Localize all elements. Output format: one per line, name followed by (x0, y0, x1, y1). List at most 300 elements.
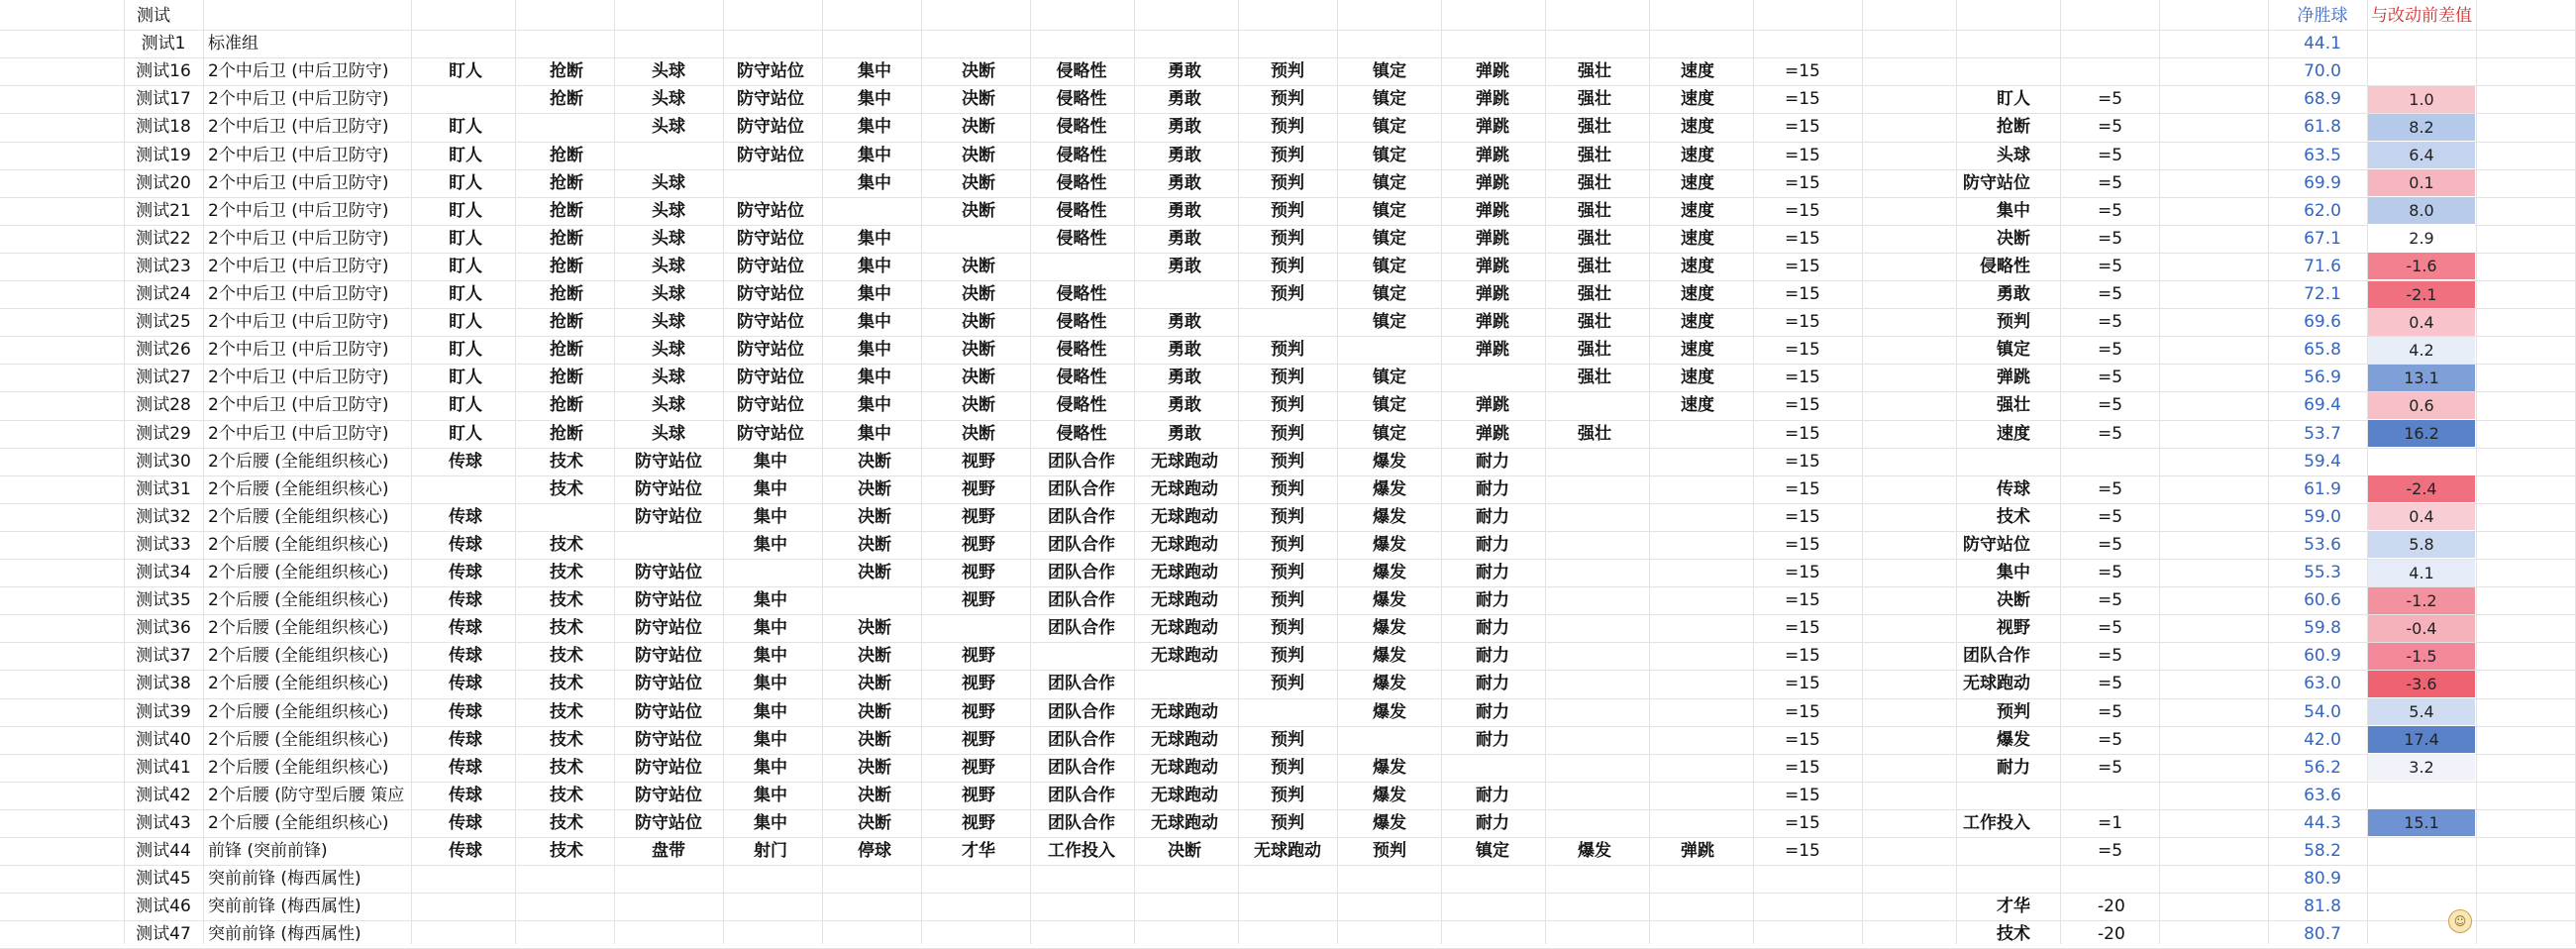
diff-value-cell[interactable]: 2.9 (2368, 225, 2475, 252)
row-attribute-cell[interactable]: 耐力 (1476, 563, 1509, 582)
diff-value-cell[interactable]: -1.2 (2368, 587, 2475, 614)
row-equals-value[interactable]: =15 (1785, 257, 1820, 276)
diff-value-cell[interactable]: 0.4 (2368, 309, 2475, 336)
row-attribute-cell[interactable]: 弹跳 (1476, 146, 1509, 165)
side-attribute-label[interactable]: 才华 (1997, 896, 2030, 916)
row-attribute-cell[interactable]: 防守站位 (737, 117, 804, 137)
row-net-goal[interactable]: 54.0 (2304, 702, 2341, 722)
side-attribute-label[interactable]: 预判 (1997, 312, 2030, 332)
row-attribute-cell[interactable]: 爆发 (1373, 813, 1406, 833)
row-attribute-cell[interactable]: 预判 (1271, 229, 1304, 249)
row-attribute-cell[interactable]: 侵略性 (1056, 395, 1107, 415)
row-attribute-cell[interactable]: 侵略性 (1056, 201, 1107, 221)
row-attribute-cell[interactable]: 防守站位 (635, 813, 702, 833)
row-attribute-cell[interactable]: 弹跳 (1476, 312, 1509, 332)
row-description[interactable]: 2个中后卫 (中后卫防守) (208, 89, 389, 109)
row-equals-value[interactable]: =15 (1785, 786, 1820, 805)
row-attribute-cell[interactable]: 防守站位 (737, 340, 804, 360)
row-attribute-cell[interactable]: 勇敢 (1168, 229, 1201, 249)
row-attribute-cell[interactable]: 技术 (550, 646, 583, 666)
row-attribute-cell[interactable]: 预判 (1271, 395, 1304, 415)
row-test-id[interactable]: 测试18 (136, 117, 191, 137)
row-attribute-cell[interactable]: 耐力 (1476, 730, 1509, 750)
side-attribute-value[interactable]: =5 (2098, 368, 2123, 387)
row-net-goal[interactable]: 80.7 (2304, 924, 2341, 944)
row-attribute-cell[interactable]: 集中 (754, 730, 787, 750)
row-attribute-cell[interactable]: 技术 (550, 730, 583, 750)
row-attribute-cell[interactable]: 盯人 (449, 229, 482, 249)
diff-value-cell[interactable]: -3.6 (2368, 671, 2475, 697)
row-description[interactable]: 2个后腰 (全能组织核心) (208, 702, 389, 722)
row-attribute-cell[interactable]: 速度 (1681, 284, 1714, 304)
row-attribute-cell[interactable]: 头球 (652, 89, 685, 109)
row-attribute-cell[interactable]: 防守站位 (635, 563, 702, 582)
row-attribute-cell[interactable]: 弹跳 (1476, 229, 1509, 249)
row-attribute-cell[interactable]: 集中 (858, 395, 891, 415)
row-attribute-cell[interactable]: 盯人 (449, 201, 482, 221)
diff-value-cell[interactable]: 4.1 (2368, 560, 2475, 586)
row-attribute-cell[interactable]: 决断 (858, 813, 891, 833)
row-attribute-cell[interactable]: 预判 (1271, 786, 1304, 805)
row-attribute-cell[interactable]: 镇定 (1373, 284, 1406, 304)
row-attribute-cell[interactable]: 强壮 (1578, 117, 1611, 137)
row-attribute-cell[interactable]: 抢断 (550, 146, 583, 165)
row-attribute-cell[interactable]: 传球 (449, 618, 482, 638)
side-attribute-label[interactable]: 头球 (1997, 146, 2030, 165)
row-description[interactable]: 2个后腰 (全能组织核心) (208, 730, 389, 750)
row-attribute-cell[interactable]: 勇敢 (1168, 368, 1201, 387)
row-net-goal[interactable]: 68.9 (2304, 89, 2341, 109)
row-attribute-cell[interactable]: 技术 (550, 479, 583, 499)
row-attribute-cell[interactable]: 视野 (962, 479, 995, 499)
row-attribute-cell[interactable]: 集中 (754, 507, 787, 527)
row-attribute-cell[interactable]: 抢断 (550, 173, 583, 193)
diff-value-cell[interactable]: -1.6 (2368, 253, 2475, 279)
row-attribute-cell[interactable]: 头球 (652, 312, 685, 332)
row-description[interactable]: 2个后腰 (防守型后腰 策应 (208, 786, 405, 805)
row-attribute-cell[interactable]: 强壮 (1578, 229, 1611, 249)
row-attribute-cell[interactable]: 防守站位 (635, 452, 702, 472)
row-attribute-cell[interactable]: 预判 (1271, 117, 1304, 137)
row-attribute-cell[interactable]: 耐力 (1476, 786, 1509, 805)
row-attribute-cell[interactable]: 镇定 (1373, 173, 1406, 193)
row-net-goal[interactable]: 56.9 (2304, 368, 2341, 387)
row-attribute-cell[interactable]: 防守站位 (635, 479, 702, 499)
row-attribute-cell[interactable]: 团队合作 (1048, 813, 1115, 833)
row-attribute-cell[interactable]: 盯人 (449, 284, 482, 304)
row-attribute-cell[interactable]: 镇定 (1373, 395, 1406, 415)
row-attribute-cell[interactable]: 爆发 (1578, 841, 1611, 861)
row-attribute-cell[interactable]: 无球跑动 (1151, 535, 1218, 555)
diff-value-cell[interactable]: 8.0 (2368, 197, 2475, 224)
row-attribute-cell[interactable]: 视野 (962, 730, 995, 750)
row-attribute-cell[interactable]: 传球 (449, 813, 482, 833)
row-attribute-cell[interactable]: 抢断 (550, 61, 583, 81)
row-description[interactable]: 2个中后卫 (中后卫防守) (208, 424, 389, 444)
row-test-id[interactable]: 测试37 (136, 646, 191, 666)
row-attribute-cell[interactable]: 防守站位 (635, 702, 702, 722)
row-attribute-cell[interactable]: 集中 (754, 674, 787, 693)
row-attribute-cell[interactable]: 弹跳 (1476, 257, 1509, 276)
row-attribute-cell[interactable]: 无球跑动 (1151, 452, 1218, 472)
row-attribute-cell[interactable]: 镇定 (1373, 257, 1406, 276)
row-attribute-cell[interactable]: 盯人 (449, 117, 482, 137)
row-attribute-cell[interactable]: 无球跑动 (1254, 841, 1321, 861)
row-attribute-cell[interactable]: 强壮 (1578, 201, 1611, 221)
row-attribute-cell[interactable]: 集中 (754, 452, 787, 472)
row-attribute-cell[interactable]: 集中 (754, 590, 787, 610)
row-attribute-cell[interactable]: 防守站位 (737, 312, 804, 332)
row-attribute-cell[interactable]: 强壮 (1578, 257, 1611, 276)
row-attribute-cell[interactable]: 决断 (962, 424, 995, 444)
row-attribute-cell[interactable]: 侵略性 (1056, 229, 1107, 249)
row-attribute-cell[interactable]: 爆发 (1373, 479, 1406, 499)
row-attribute-cell[interactable]: 预判 (1271, 618, 1304, 638)
row-description[interactable]: 2个中后卫 (中后卫防守) (208, 284, 389, 304)
row-attribute-cell[interactable]: 无球跑动 (1151, 590, 1218, 610)
row-attribute-cell[interactable]: 爆发 (1373, 507, 1406, 527)
row-attribute-cell[interactable]: 决断 (962, 257, 995, 276)
row-attribute-cell[interactable]: 抢断 (550, 340, 583, 360)
row-test-id[interactable]: 测试23 (136, 257, 191, 276)
row-attribute-cell[interactable]: 决断 (858, 730, 891, 750)
row-attribute-cell[interactable]: 决断 (962, 89, 995, 109)
row-attribute-cell[interactable]: 决断 (962, 284, 995, 304)
row-attribute-cell[interactable]: 决断 (962, 201, 995, 221)
row-attribute-cell[interactable]: 传球 (449, 674, 482, 693)
row-attribute-cell[interactable]: 技术 (550, 590, 583, 610)
row-attribute-cell[interactable]: 预判 (1271, 535, 1304, 555)
row-attribute-cell[interactable]: 侵略性 (1056, 368, 1107, 387)
side-attribute-label[interactable]: 弹跳 (1997, 368, 2030, 387)
row-attribute-cell[interactable]: 盘带 (652, 841, 685, 861)
row-attribute-cell[interactable]: 弹跳 (1476, 117, 1509, 137)
side-attribute-value[interactable]: =5 (2098, 702, 2123, 722)
row-description[interactable]: 2个中后卫 (中后卫防守) (208, 146, 389, 165)
side-attribute-value[interactable]: =5 (2098, 730, 2123, 750)
row-attribute-cell[interactable]: 侵略性 (1056, 424, 1107, 444)
side-attribute-label[interactable]: 团队合作 (1963, 646, 2030, 666)
diff-value-cell[interactable]: 5.4 (2368, 698, 2475, 725)
row-description[interactable]: 前锋 (突前前锋) (208, 841, 328, 861)
row-attribute-cell[interactable]: 防守站位 (635, 758, 702, 778)
row-equals-value[interactable]: =15 (1785, 89, 1820, 109)
row-attribute-cell[interactable]: 传球 (449, 646, 482, 666)
row-attribute-cell[interactable]: 勇敢 (1168, 257, 1201, 276)
diff-value-cell[interactable]: -2.1 (2368, 281, 2475, 308)
row-attribute-cell[interactable]: 团队合作 (1048, 702, 1115, 722)
row-attribute-cell[interactable]: 强壮 (1578, 146, 1611, 165)
row-attribute-cell[interactable]: 盯人 (449, 257, 482, 276)
row-attribute-cell[interactable]: 决断 (858, 702, 891, 722)
row-description[interactable]: 2个后腰 (全能组织核心) (208, 563, 389, 582)
row-description[interactable]: 2个中后卫 (中后卫防守) (208, 395, 389, 415)
row-attribute-cell[interactable]: 预判 (1271, 61, 1304, 81)
row-test-id[interactable]: 测试1 (141, 34, 186, 53)
row-attribute-cell[interactable]: 团队合作 (1048, 535, 1115, 555)
row-attribute-cell[interactable]: 侵略性 (1056, 89, 1107, 109)
row-attribute-cell[interactable]: 镇定 (1373, 146, 1406, 165)
row-attribute-cell[interactable]: 抢断 (550, 201, 583, 221)
row-attribute-cell[interactable]: 抢断 (550, 284, 583, 304)
row-attribute-cell[interactable]: 传球 (449, 758, 482, 778)
row-description[interactable]: 2个后腰 (全能组织核心) (208, 813, 389, 833)
row-attribute-cell[interactable]: 镇定 (1373, 89, 1406, 109)
row-net-goal[interactable]: 59.0 (2304, 507, 2341, 527)
row-attribute-cell[interactable]: 传球 (449, 507, 482, 527)
row-test-id[interactable]: 测试33 (136, 535, 191, 555)
row-attribute-cell[interactable]: 集中 (754, 646, 787, 666)
row-test-id[interactable]: 测试45 (136, 869, 191, 889)
row-attribute-cell[interactable]: 集中 (858, 173, 891, 193)
row-attribute-cell[interactable]: 盯人 (449, 424, 482, 444)
side-attribute-value[interactable]: =5 (2098, 89, 2123, 109)
row-attribute-cell[interactable]: 爆发 (1373, 758, 1406, 778)
row-attribute-cell[interactable]: 速度 (1681, 368, 1714, 387)
row-attribute-cell[interactable]: 视野 (962, 758, 995, 778)
row-attribute-cell[interactable]: 弹跳 (1476, 340, 1509, 360)
row-attribute-cell[interactable]: 盯人 (449, 146, 482, 165)
row-description[interactable]: 2个后腰 (全能组织核心) (208, 618, 389, 638)
row-attribute-cell[interactable]: 决断 (962, 340, 995, 360)
row-net-goal[interactable]: 42.0 (2304, 730, 2341, 750)
side-attribute-label[interactable]: 强壮 (1997, 395, 2030, 415)
row-attribute-cell[interactable]: 传球 (449, 730, 482, 750)
row-net-goal[interactable]: 65.8 (2304, 340, 2341, 360)
side-attribute-value[interactable]: =5 (2098, 646, 2123, 666)
row-attribute-cell[interactable]: 耐力 (1476, 813, 1509, 833)
row-attribute-cell[interactable]: 视野 (962, 563, 995, 582)
row-attribute-cell[interactable]: 防守站位 (737, 229, 804, 249)
row-attribute-cell[interactable]: 决断 (858, 758, 891, 778)
row-attribute-cell[interactable]: 传球 (449, 786, 482, 805)
row-net-goal[interactable]: 61.8 (2304, 117, 2341, 137)
side-attribute-label[interactable]: 决断 (1997, 229, 2030, 249)
side-attribute-label[interactable]: 镇定 (1997, 340, 2030, 360)
row-attribute-cell[interactable]: 视野 (962, 674, 995, 693)
side-attribute-label[interactable]: 侵略性 (1980, 257, 2030, 276)
row-attribute-cell[interactable]: 预判 (1271, 758, 1304, 778)
row-attribute-cell[interactable]: 盯人 (449, 312, 482, 332)
row-test-id[interactable]: 测试21 (136, 201, 191, 221)
row-attribute-cell[interactable]: 耐力 (1476, 479, 1509, 499)
row-attribute-cell[interactable]: 速度 (1681, 395, 1714, 415)
row-description[interactable]: 2个中后卫 (中后卫防守) (208, 201, 389, 221)
row-net-goal[interactable]: 53.6 (2304, 535, 2341, 555)
side-attribute-value[interactable]: =5 (2098, 284, 2123, 304)
row-equals-value[interactable]: =15 (1785, 424, 1820, 444)
row-attribute-cell[interactable]: 镇定 (1373, 229, 1406, 249)
row-attribute-cell[interactable]: 防守站位 (737, 395, 804, 415)
row-description[interactable]: 突前前锋 (梅西属性) (208, 924, 361, 944)
row-test-id[interactable]: 测试27 (136, 368, 191, 387)
row-attribute-cell[interactable]: 预判 (1271, 646, 1304, 666)
diff-value-cell[interactable]: 4.2 (2368, 337, 2475, 364)
row-attribute-cell[interactable]: 集中 (754, 702, 787, 722)
row-test-id[interactable]: 测试32 (136, 507, 191, 527)
side-attribute-value[interactable]: -20 (2098, 924, 2125, 944)
row-attribute-cell[interactable]: 停球 (858, 841, 891, 861)
row-attribute-cell[interactable]: 强壮 (1578, 424, 1611, 444)
row-attribute-cell[interactable]: 速度 (1681, 257, 1714, 276)
row-attribute-cell[interactable]: 预判 (1373, 841, 1406, 861)
row-test-id[interactable]: 测试44 (136, 841, 191, 861)
row-attribute-cell[interactable]: 防守站位 (635, 618, 702, 638)
row-attribute-cell[interactable]: 速度 (1681, 146, 1714, 165)
row-attribute-cell[interactable]: 技术 (550, 535, 583, 555)
row-test-id[interactable]: 测试36 (136, 618, 191, 638)
row-net-goal[interactable]: 69.9 (2304, 173, 2341, 193)
diff-value-cell[interactable]: 0.6 (2368, 392, 2475, 419)
row-net-goal[interactable]: 60.9 (2304, 646, 2341, 666)
row-equals-value[interactable]: =15 (1785, 674, 1820, 693)
row-attribute-cell[interactable]: 防守站位 (737, 61, 804, 81)
row-attribute-cell[interactable]: 技术 (550, 702, 583, 722)
row-attribute-cell[interactable]: 预判 (1271, 424, 1304, 444)
row-attribute-cell[interactable]: 头球 (652, 229, 685, 249)
row-attribute-cell[interactable]: 决断 (858, 479, 891, 499)
row-attribute-cell[interactable]: 团队合作 (1048, 618, 1115, 638)
side-attribute-value[interactable]: =5 (2098, 312, 2123, 332)
row-equals-value[interactable]: =15 (1785, 507, 1820, 527)
row-net-goal[interactable]: 80.9 (2304, 869, 2341, 889)
row-attribute-cell[interactable]: 抢断 (550, 229, 583, 249)
row-attribute-cell[interactable]: 头球 (652, 61, 685, 81)
row-attribute-cell[interactable]: 才华 (962, 841, 995, 861)
row-attribute-cell[interactable]: 集中 (858, 257, 891, 276)
row-test-id[interactable]: 测试28 (136, 395, 191, 415)
row-attribute-cell[interactable]: 决断 (962, 368, 995, 387)
side-attribute-value[interactable]: =5 (2098, 674, 2123, 693)
diff-value-cell[interactable]: 5.8 (2368, 531, 2475, 558)
row-attribute-cell[interactable]: 决断 (858, 452, 891, 472)
row-attribute-cell[interactable]: 集中 (858, 368, 891, 387)
row-attribute-cell[interactable]: 集中 (858, 284, 891, 304)
row-attribute-cell[interactable]: 预判 (1271, 590, 1304, 610)
row-description[interactable]: 标准组 (208, 34, 258, 53)
row-attribute-cell[interactable]: 无球跑动 (1151, 813, 1218, 833)
row-attribute-cell[interactable]: 耐力 (1476, 646, 1509, 666)
row-attribute-cell[interactable]: 射门 (754, 841, 787, 861)
row-attribute-cell[interactable]: 集中 (754, 618, 787, 638)
side-attribute-label[interactable]: 勇敢 (1997, 284, 2030, 304)
side-attribute-value[interactable]: =5 (2098, 841, 2123, 861)
row-attribute-cell[interactable]: 预判 (1271, 173, 1304, 193)
row-attribute-cell[interactable]: 集中 (858, 146, 891, 165)
row-test-id[interactable]: 测试46 (136, 896, 191, 916)
floating-assistant-icon[interactable]: ☺ (2448, 909, 2472, 933)
row-attribute-cell[interactable]: 技术 (550, 786, 583, 805)
side-attribute-label[interactable]: 无球跑动 (1963, 674, 2030, 693)
side-attribute-label[interactable]: 传球 (1997, 479, 2030, 499)
row-attribute-cell[interactable]: 预判 (1271, 257, 1304, 276)
row-attribute-cell[interactable]: 工作投入 (1048, 841, 1115, 861)
row-attribute-cell[interactable]: 集中 (754, 535, 787, 555)
row-attribute-cell[interactable]: 团队合作 (1048, 590, 1115, 610)
row-equals-value[interactable]: =15 (1785, 618, 1820, 638)
side-attribute-value[interactable]: =1 (2098, 813, 2123, 833)
row-attribute-cell[interactable]: 勇敢 (1168, 117, 1201, 137)
side-attribute-label[interactable]: 集中 (1997, 563, 2030, 582)
row-attribute-cell[interactable]: 预判 (1271, 368, 1304, 387)
row-attribute-cell[interactable]: 爆发 (1373, 452, 1406, 472)
row-description[interactable]: 2个后腰 (全能组织核心) (208, 674, 389, 693)
row-attribute-cell[interactable]: 传球 (449, 535, 482, 555)
row-attribute-cell[interactable]: 决断 (858, 646, 891, 666)
row-attribute-cell[interactable]: 强壮 (1578, 61, 1611, 81)
row-attribute-cell[interactable]: 镇定 (1373, 424, 1406, 444)
side-attribute-value[interactable]: =5 (2098, 201, 2123, 221)
row-attribute-cell[interactable]: 无球跑动 (1151, 646, 1218, 666)
row-attribute-cell[interactable]: 抢断 (550, 312, 583, 332)
row-test-id[interactable]: 测试35 (136, 590, 191, 610)
row-attribute-cell[interactable]: 视野 (962, 507, 995, 527)
row-attribute-cell[interactable]: 耐力 (1476, 507, 1509, 527)
row-attribute-cell[interactable]: 防守站位 (635, 786, 702, 805)
row-attribute-cell[interactable]: 勇敢 (1168, 201, 1201, 221)
row-description[interactable]: 2个中后卫 (中后卫防守) (208, 117, 389, 137)
row-attribute-cell[interactable]: 弹跳 (1476, 395, 1509, 415)
side-attribute-label[interactable]: 防守站位 (1963, 173, 2030, 193)
row-attribute-cell[interactable]: 预判 (1271, 146, 1304, 165)
row-attribute-cell[interactable]: 速度 (1681, 340, 1714, 360)
row-attribute-cell[interactable]: 视野 (962, 813, 995, 833)
row-test-id[interactable]: 测试40 (136, 730, 191, 750)
side-attribute-value[interactable]: =5 (2098, 395, 2123, 415)
row-description[interactable]: 2个中后卫 (中后卫防守) (208, 340, 389, 360)
side-attribute-value[interactable]: =5 (2098, 340, 2123, 360)
diff-value-cell[interactable]: 8.2 (2368, 114, 2475, 141)
side-attribute-value[interactable]: =5 (2098, 173, 2123, 193)
row-equals-value[interactable]: =15 (1785, 702, 1820, 722)
row-description[interactable]: 2个后腰 (全能组织核心) (208, 452, 389, 472)
row-attribute-cell[interactable]: 视野 (962, 590, 995, 610)
row-equals-value[interactable]: =15 (1785, 368, 1820, 387)
row-test-id[interactable]: 测试34 (136, 563, 191, 582)
header-test-label[interactable]: 测试 (137, 6, 170, 26)
diff-value-cell[interactable]: -1.5 (2368, 643, 2475, 670)
row-description[interactable]: 2个后腰 (全能组织核心) (208, 646, 389, 666)
row-equals-value[interactable]: =15 (1785, 813, 1820, 833)
row-equals-value[interactable]: =15 (1785, 284, 1820, 304)
row-description[interactable]: 突前前锋 (梅西属性) (208, 896, 361, 916)
row-attribute-cell[interactable]: 集中 (754, 813, 787, 833)
row-test-id[interactable]: 测试24 (136, 284, 191, 304)
row-attribute-cell[interactable]: 团队合作 (1048, 786, 1115, 805)
diff-value-cell[interactable]: -2.4 (2368, 475, 2475, 502)
side-attribute-label[interactable]: 防守站位 (1963, 535, 2030, 555)
diff-value-cell[interactable]: 0.4 (2368, 503, 2475, 530)
row-test-id[interactable]: 测试29 (136, 424, 191, 444)
row-attribute-cell[interactable]: 防守站位 (635, 674, 702, 693)
row-attribute-cell[interactable]: 抢断 (550, 257, 583, 276)
row-test-id[interactable]: 测试31 (136, 479, 191, 499)
row-attribute-cell[interactable]: 弹跳 (1476, 89, 1509, 109)
row-attribute-cell[interactable]: 抢断 (550, 368, 583, 387)
row-attribute-cell[interactable]: 集中 (754, 758, 787, 778)
row-attribute-cell[interactable]: 防守站位 (635, 507, 702, 527)
row-attribute-cell[interactable]: 耐力 (1476, 702, 1509, 722)
row-attribute-cell[interactable]: 镇定 (1373, 201, 1406, 221)
side-attribute-label[interactable]: 技术 (1997, 507, 2030, 527)
row-attribute-cell[interactable]: 爆发 (1373, 646, 1406, 666)
side-attribute-value[interactable]: =5 (2098, 590, 2123, 610)
row-attribute-cell[interactable]: 技术 (550, 674, 583, 693)
row-attribute-cell[interactable]: 侵略性 (1056, 117, 1107, 137)
row-attribute-cell[interactable]: 防守站位 (737, 257, 804, 276)
row-attribute-cell[interactable]: 爆发 (1373, 702, 1406, 722)
row-attribute-cell[interactable]: 速度 (1681, 117, 1714, 137)
